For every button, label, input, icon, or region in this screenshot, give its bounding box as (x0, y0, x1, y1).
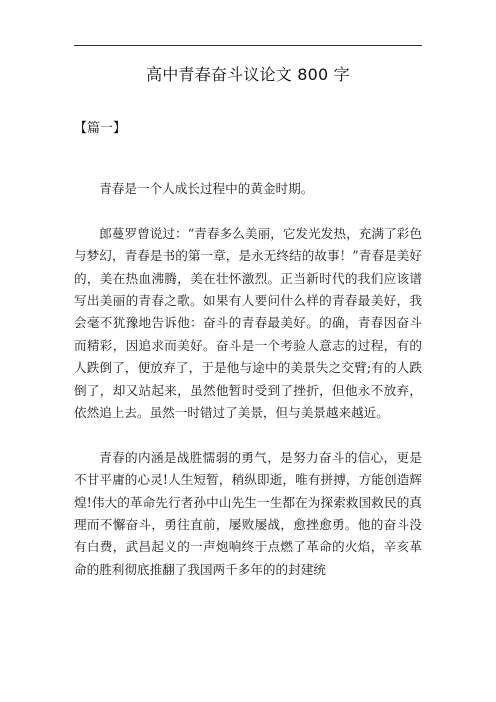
paragraph-1: 青春是一个人成长过程中的黄金时期。 (99, 181, 314, 196)
paragraph-2: 郎蔓罗曾说过：“青春多么美丽，它发光发热，充满了彩色与梦幻，青春是书的第一章，是永无终结的故事！”青春是美好的，美在热血沸腾，美在壮怀激烈。正当新时代的我们应该谱写出美丽的青春之歌。如果有人要问什么样的青春最美好，我会毫不犹豫地告诉他：奋斗的青春最美好。的确，青春因奋斗而精彩，因追求而美好。奋斗是一个考验人意志的过程，有的人跌倒了，便放弃了，于是他与途中的美景失之交臂;有的人跌倒了，却又站起来，虽然他暂时受到了挫折，但他永不放弃，依然追上去。虽然一时错过了美景，但与美景越来越近。 (74, 225, 422, 421)
section-label: 【篇一】 (74, 121, 127, 136)
document-title: 高中青春奋斗议论文 800 字 (146, 65, 350, 84)
paragraph-3: 青春的内涵是战胜懦弱的勇气，是努力奋斗的信心，更是不甘平庸的心灵!人生短暂，稍纵即逝，唯有拼搏，方能创造辉煌!伟大的革命先行者孙中山先生一生都在为探索救国救民的真理而不懈奋斗，勇往直前，屡败屡战，愈挫愈勇。他的奋斗没有白费，武昌起义的一声炮响终于点燃了革命的火焰，辛亥革命的胜利彻底推翻了我国两千多年的的封建统 (74, 449, 422, 577)
document-body (74, 178, 422, 581)
header-rule (74, 45, 422, 46)
